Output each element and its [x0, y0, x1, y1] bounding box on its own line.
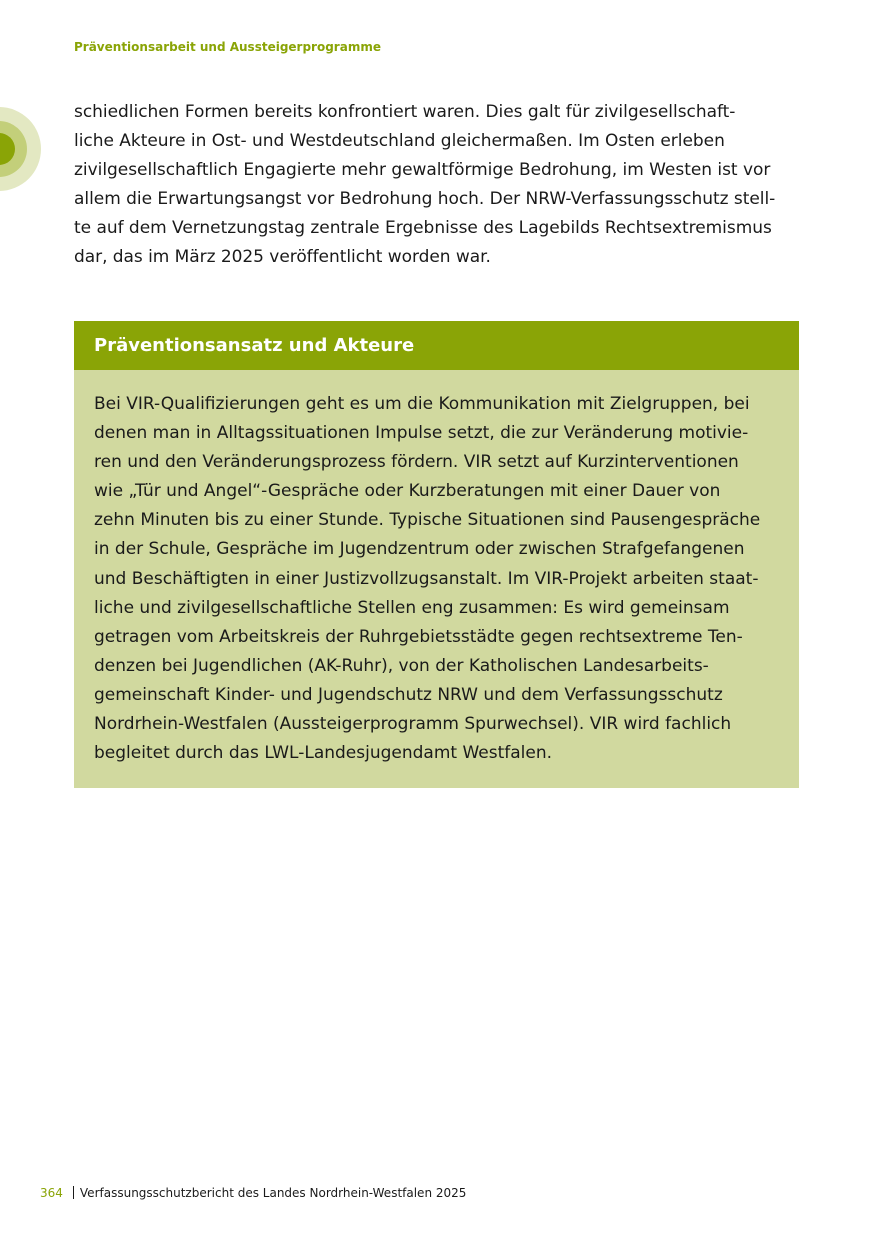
info-box-line: denen man in Alltagssituationen Impulse setzt, die zur Veränderung motivie- [94, 423, 749, 444]
info-box-text [74, 370, 799, 768]
info-box-line: Bei VIR-Qualifizierungen geht es um die Kommunikation mit Zielgruppen, bei [94, 394, 750, 414]
info-box-line: zehn Minuten bis zu einer Stunde. Typische Situationen sind Pausengespräche [94, 510, 761, 531]
footer-separator [73, 1186, 74, 1199]
body-line: dar, das im März 2025 veröffentlicht worden war. [74, 247, 491, 268]
concentric-circles-decoration [0, 106, 42, 192]
page-footer [40, 1186, 466, 1200]
info-box-line: getragen vom Arbeitskreis der Ruhrgebietsstädte gegen rechtsextreme Ten- [94, 626, 743, 647]
info-box-line: denzen bei Jugendlichen (AK-Ruhr), von der Katholischen Landesarbeits- [94, 655, 709, 676]
body-line: zivilgesellschaftlich Engagierte mehr gewaltförmige Bedrohung, im Westen ist vor [74, 160, 771, 181]
footer-title: Verfassungsschutzbericht des Landes Nordrhein-Westfalen 2025 [79, 1186, 467, 1200]
info-box-line: wie „Tür und Angel“-Gespräche oder Kurzberatungen mit einer Dauer von [94, 481, 721, 502]
body-line: allem die Erwartungsangst vor Bedrohung hoch. Der NRW-Verfassungsschutz stell- [74, 189, 776, 210]
info-box-line: ren und den Veränderungsprozess fördern. VIR setzt auf Kurzinterventionen [94, 452, 739, 473]
running-head: Präventionsarbeit und Aussteigerprogramme [74, 40, 381, 54]
body-line: te auf dem Vernetzungstag zentrale Ergebnisse des Lagebilds Rechtsextremismus [74, 218, 772, 239]
body-paragraph [74, 98, 804, 273]
page-number: 364 [40, 1186, 63, 1200]
info-box-line: begleitet durch das LWL-Landesjugendamt Westfalen. [94, 743, 553, 764]
info-box [74, 321, 799, 788]
info-box-line: gemeinschaft Kinder- und Jugendschutz NRW und dem Verfassungsschutz [94, 684, 723, 705]
info-box-line: und Beschäftigten in einer Justizvollzugsanstalt. Im VIR-Projekt arbeiten staat- [94, 568, 759, 589]
body-line: schiedlichen Formen bereits konfrontiert waren. Dies galt für zivilgesellschaft- [74, 102, 736, 122]
info-box-line: Nordrhein-Westfalen (Aussteigerprogramm Spurwechsel). VIR wird fachlich [94, 714, 732, 735]
info-box-title: Präventionsansatz und Akteure [74, 321, 799, 370]
info-box-line: in der Schule, Gespräche im Jugendzentrum oder zwischen Strafgefangenen [94, 539, 745, 560]
info-box-line: liche und zivilgesellschaftliche Stellen eng zusammen: Es wird gemeinsam [94, 597, 730, 618]
body-line: liche Akteure in Ost- und Westdeutschland gleichermaßen. Im Osten erleben [74, 131, 725, 152]
